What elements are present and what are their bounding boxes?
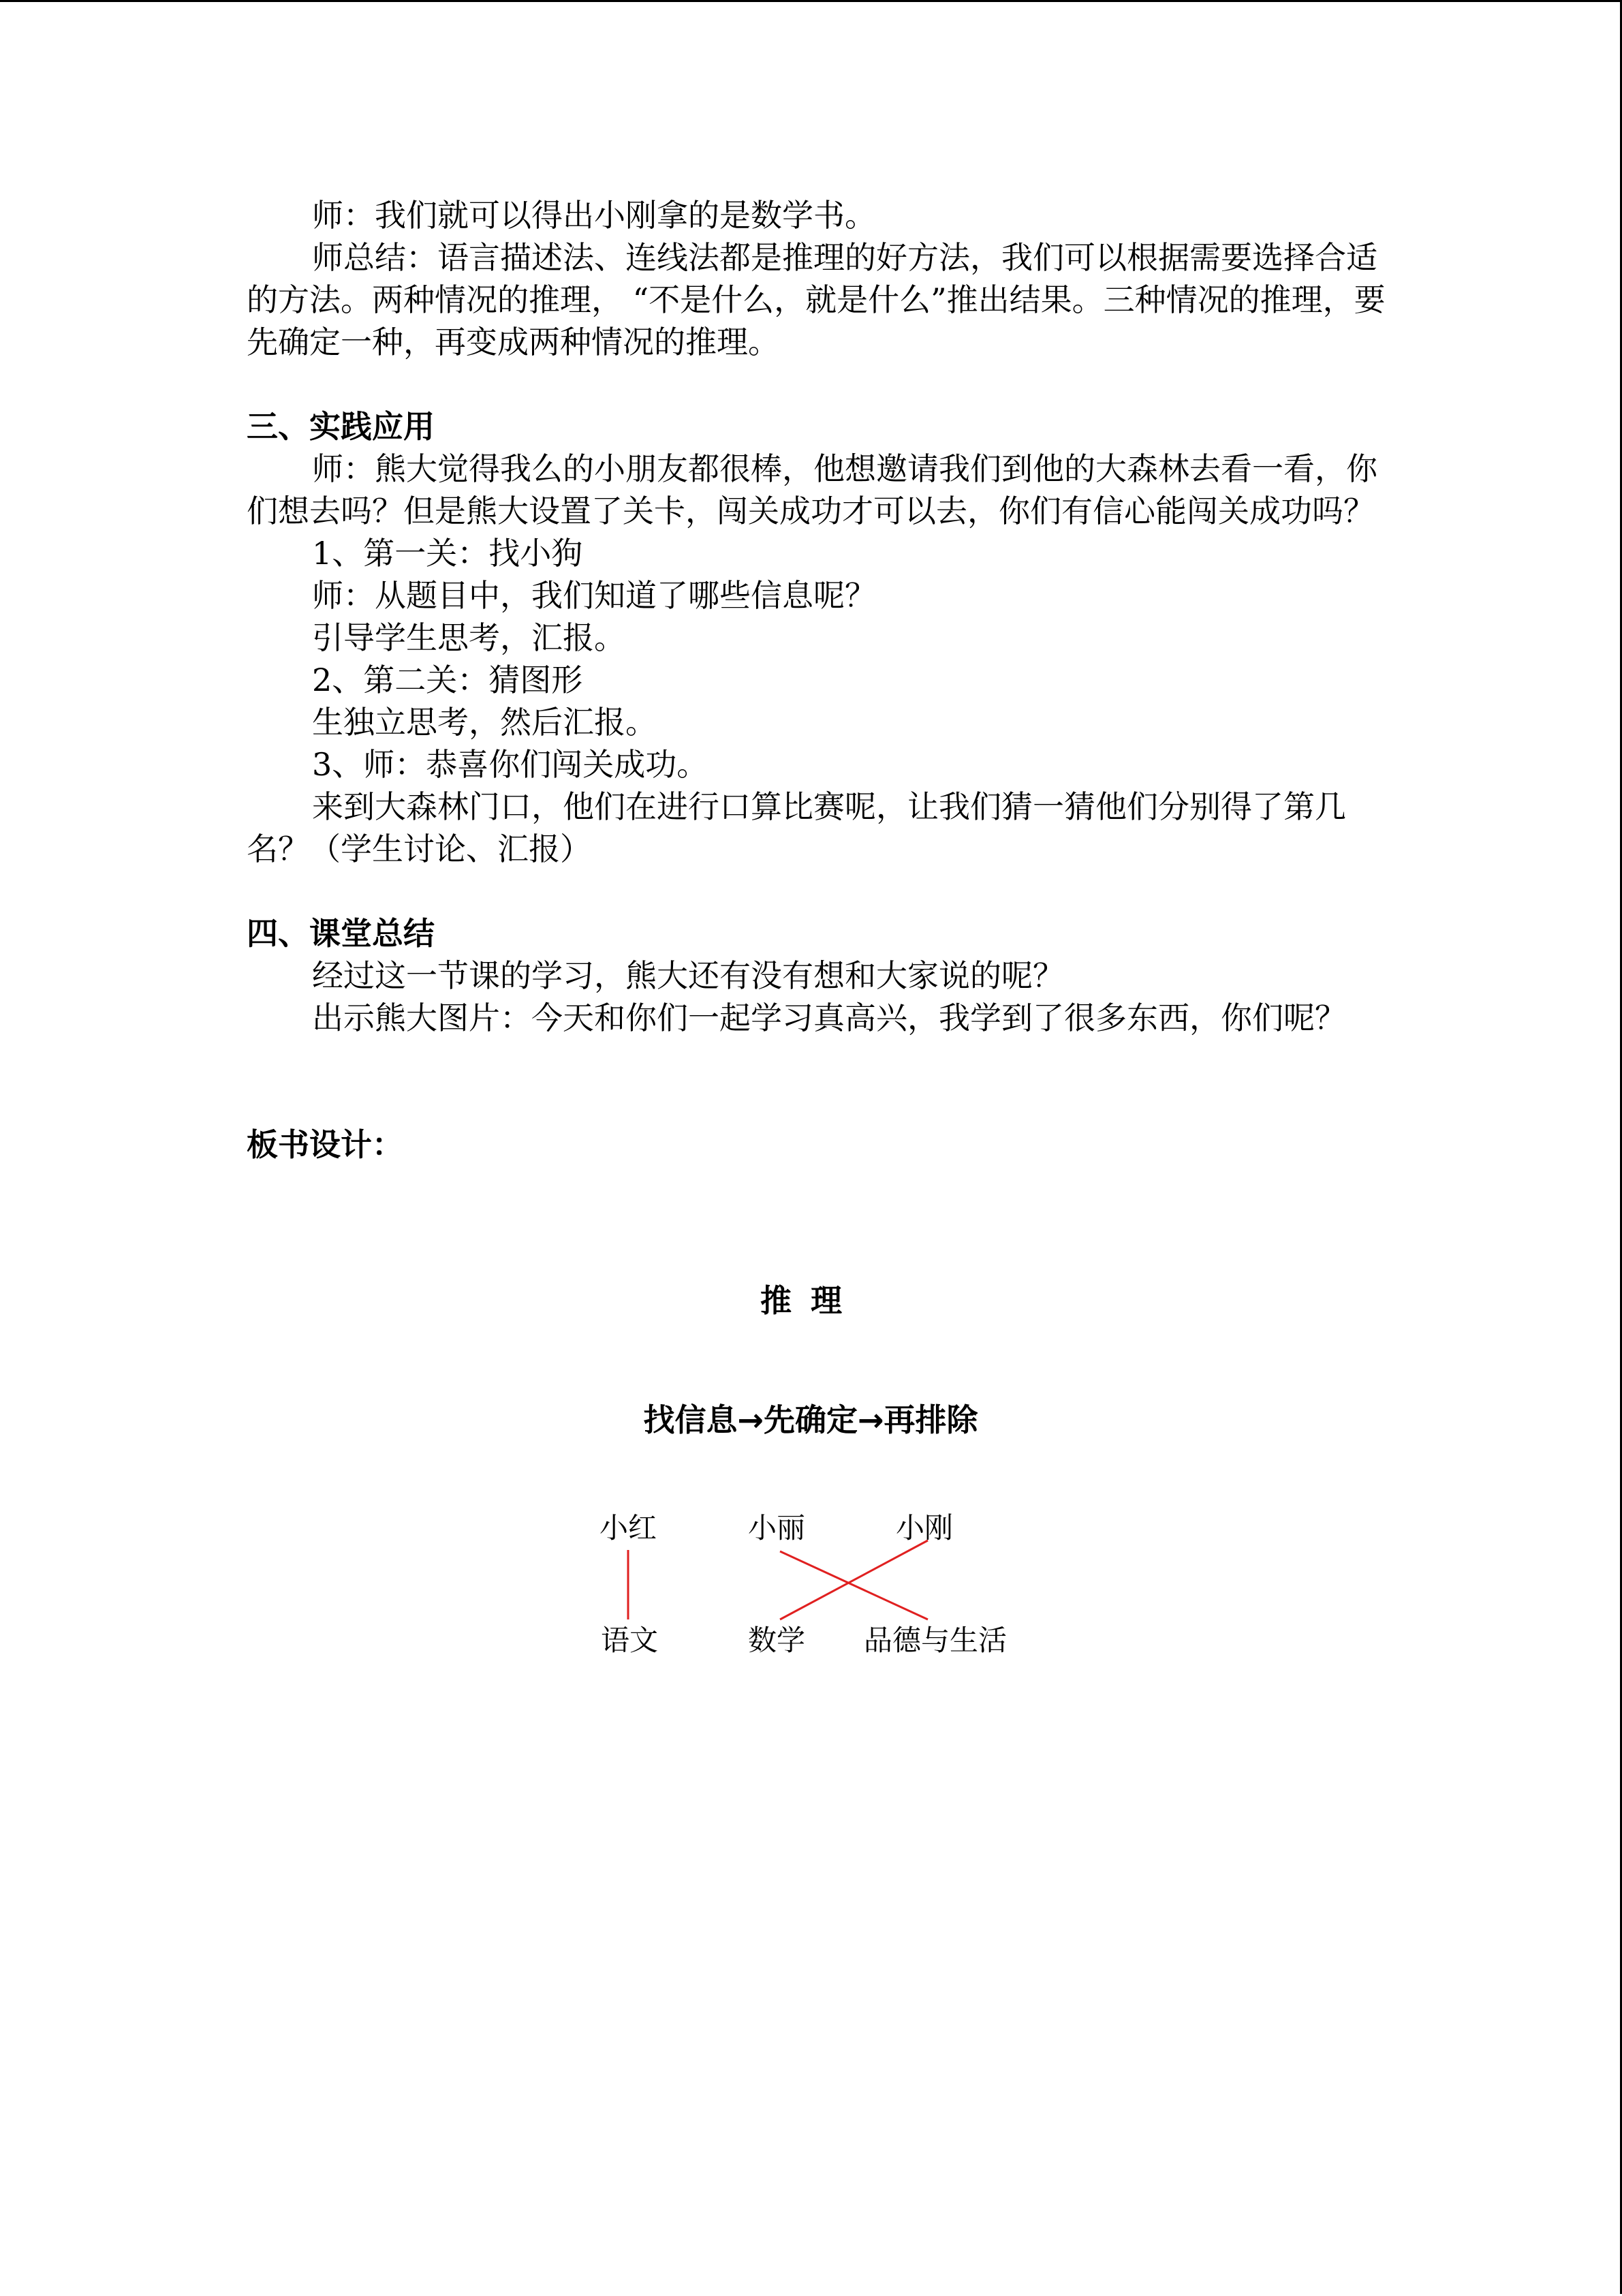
- paragraph: 生独立思考，然后汇报。: [312, 704, 657, 741]
- board-title: 推理: [760, 1282, 861, 1319]
- paragraph: 师：从题目中，我们知道了哪些信息呢？: [312, 577, 876, 614]
- link-xiaogang-math: [780, 1540, 928, 1619]
- section-heading-practice: 三、实践应用: [247, 408, 435, 445]
- paragraph: 师：熊大觉得我么的小朋友都很棒，他想邀请我们到他的大森林去看一看，你们想去吗？但是熊大设置了关卡，闯关成功才可以去，你们有信心能闯关成功吗？: [247, 450, 1377, 529]
- paragraph: 来到大森林门口，他们在进行口算比赛呢，让我们猜一猜他们分别得了第几名？（学生讨论、汇报）: [247, 788, 1346, 867]
- subject-math: 数学: [748, 1624, 806, 1657]
- paragraph: 2、第二关：猜图形: [312, 662, 583, 698]
- link-xiaoli-moral-life: [780, 1551, 928, 1619]
- section-heading-summary: 四、课堂总结: [247, 915, 435, 952]
- board-flow: 找信息→先确定→再排除: [643, 1401, 978, 1438]
- paragraph: 引导学生思考，汇报。: [312, 619, 625, 656]
- paragraph: 经过这一节课的学习，熊大还有没有想和大家说的呢？: [312, 957, 1064, 994]
- matching-lines: [0, 2, 1622, 2296]
- paragraph: 1、第一关：找小狗: [312, 535, 583, 572]
- name-xiaogang: 小刚: [896, 1511, 954, 1545]
- subject-chinese: 语文: [601, 1624, 659, 1657]
- paragraph: 出示熊大图片：今天和你们一起学习真高兴，我学到了很多东西，你们呢？: [312, 999, 1346, 1036]
- paragraph: 3、师：恭喜你们闯关成功。: [312, 746, 708, 783]
- paragraph: 师：我们就可以得出小刚拿的是数学书。: [312, 197, 876, 234]
- name-xiaohong: 小红: [599, 1511, 657, 1545]
- name-xiaoli: 小丽: [748, 1511, 806, 1545]
- board-design-heading: 板书设计：: [247, 1126, 403, 1163]
- paragraph: 师总结：语言描述法、连线法都是推理的好方法，我们可以根据需要选择合适的方法。两种情况的推理， “不是什么，就是什么”推出结果。三种情况的推理，要先确定一种，再变成两种情况的推理。: [247, 239, 1386, 360]
- subject-moral-life: 品德与生活: [864, 1624, 1008, 1657]
